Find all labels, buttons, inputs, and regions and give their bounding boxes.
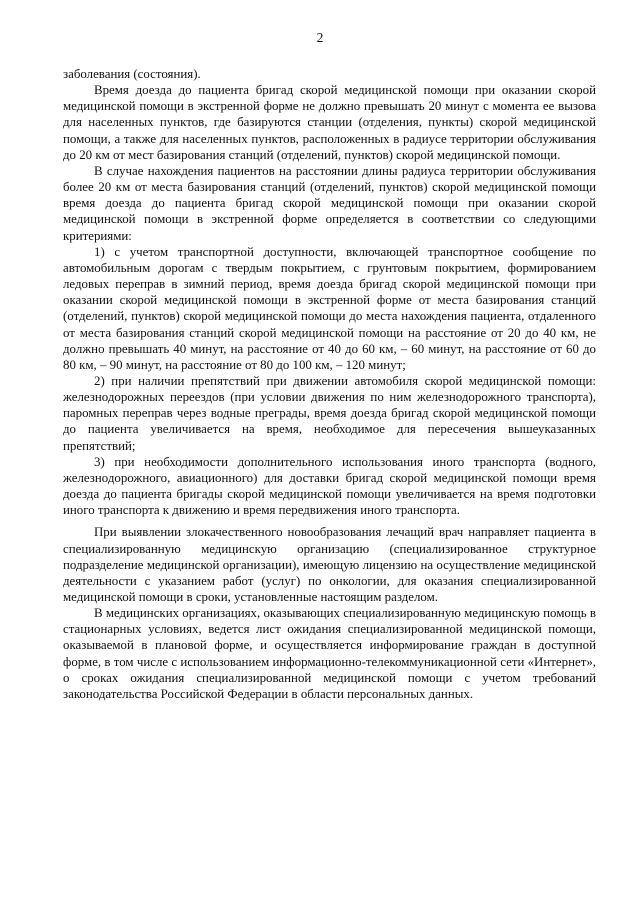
paragraph-waiting-list: В медицинских организациях, оказывающих специализированную медицинскую помощь в стационарных условиях, ведется лист ожидания специализированной медицинской помощи, оказываемой в плановой форме, и осуществляется информирование граждан в доступной форме, в том числе с использованием информационно-телекоммуникационной сети «Интернет», о сроках ожидания специализированной медицинской помощи с учетом требований законодательства Российской Федерации в области персональных данных. (63, 606, 596, 701)
paragraph-response-time-20-min: Время доезда до пациента бригад скорой медицинской помощи при оказании скорой медицинской помощи в экстренной форме не должно превышать 20 минут с момента ее вызова для населенных пунктов, где базируются станции (отделения, пункты) скорой медицинской помощи, а также для населенных пунктов, расположенных в радиусе территории обслуживания до 20 км от мест базирования станций (отделений, пунктов) скорой медицинской помощи. (63, 83, 596, 162)
paragraph-criterion-3: 3) при необходимости дополнительного использования иного транспорта (водного, железнодорожного, авиационного) для доставки бригад скорой медицинской помощи время доезда до пациента бригады скорой медицинской помощи увеличивается на время подготовки иного транспорта к движению и время передвижения иного транспорта. (63, 454, 596, 518)
paragraph-criterion-1: 1) с учетом транспортной доступности, включающей транспортное сообщение по автомобильным дорогам с твердым покрытием, с грунтовым покрытием, формированием ледовых переправ в зимний период, время доезда бригад скорой медицинской помощи при оказании скорой медицинской помощи в экстренной форме от места базирования станций (отделений, пунктов) скорой медицинской помощи до места нахождения пациента, отдаленного от места базирования станций скорой медицинской помощи на расстояние от 20 до 40 км, не должно превышать 40 минут, на расстояние от 40 до 60 км, – 60 минут, на расстояние от 60 до 80 км, – 90 минут, на расстояние от 80 до 100 км, – 120 минут; (63, 244, 596, 372)
document-body (63, 66, 596, 702)
paragraph-continuation: заболевания (состояния). (63, 67, 201, 81)
paragraph-oncology-referral: При выявлении злокачественного новообразования лечащий врач направляет пациента в специализированную медицинскую организацию (специализированное структурное подразделение медицинской организации), имеющую лицензию на осуществление медицинской деятельности с указанием работ (услуг) по онкологии, для оказания специализированной медицинской помощи в сроки, установленные настоящим разделом. (63, 525, 596, 604)
paragraph-criterion-2: 2) при наличии препятствий при движении автомобиля скорой медицинской помощи: железнодорожных переездов (при условии движения по ним железнодорожного транспорта), паромных переправ через водные преграды, время доезда бригад скорой медицинской помощи до пациента увеличивается на время, необходимое для пересечения вышеуказанных препятствий; (63, 373, 596, 453)
paragraph-distant-patients: В случае нахождения пациентов на расстоянии длины радиуса территории обслуживания более 20 км от места базирования станций (отделений, пунктов) скорой медицинской помощи время доезда до пациента бригад скорой медицинской помощи при оказании скорой медицинской помощи в экстренной форме определяется в соответствии со следующими критериями: (63, 163, 596, 243)
page-number: 2 (316, 30, 324, 45)
